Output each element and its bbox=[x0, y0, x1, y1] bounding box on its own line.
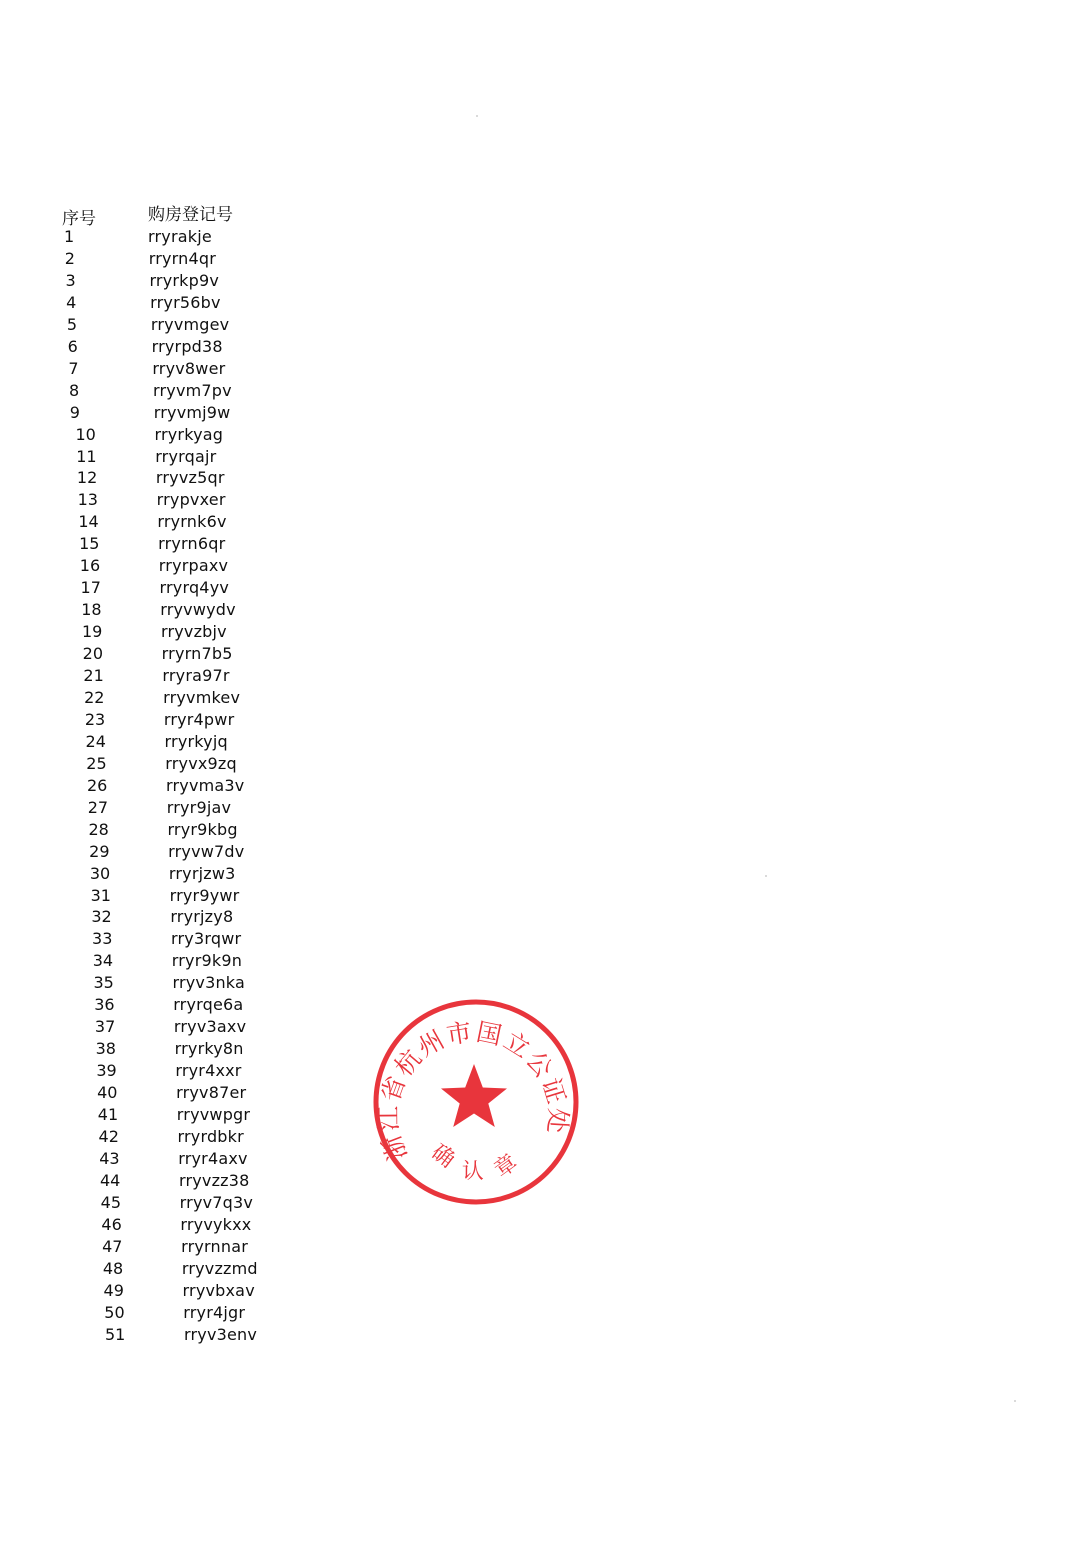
table-row bbox=[89, 1060, 329, 1082]
scan-speck bbox=[1014, 1400, 1016, 1402]
row-serial-number: 27 bbox=[87, 797, 109, 817]
row-serial-number: 49 bbox=[103, 1280, 124, 1300]
row-serial-number: 39 bbox=[96, 1061, 117, 1081]
table-row bbox=[90, 1082, 330, 1104]
row-registration-code: rryv3env bbox=[184, 1324, 258, 1344]
row-serial-number: 25 bbox=[86, 753, 107, 773]
row-serial-number: 32 bbox=[91, 907, 112, 927]
table-row bbox=[72, 533, 312, 555]
table-row bbox=[86, 950, 326, 972]
seal-arc-text: 浙江省杭州市国立公证处 bbox=[374, 1016, 573, 1165]
table-row bbox=[84, 885, 324, 907]
row-serial-number: 12 bbox=[76, 468, 98, 488]
table-row bbox=[91, 1104, 331, 1126]
row-registration-code: rryrpaxv bbox=[158, 556, 229, 576]
row-serial-number: 46 bbox=[101, 1214, 122, 1234]
row-serial-number: 18 bbox=[81, 600, 102, 620]
row-registration-code: rryr9ywr bbox=[169, 885, 240, 905]
row-registration-code: rryrqe6a bbox=[173, 995, 244, 1015]
row-registration-code: rryrjzy8 bbox=[170, 907, 234, 927]
table-row bbox=[95, 1236, 335, 1258]
row-serial-number: 29 bbox=[89, 841, 110, 861]
row-registration-code: rryvmgev bbox=[150, 314, 230, 334]
table-row bbox=[98, 1324, 338, 1346]
row-registration-code: rryr4xxr bbox=[175, 1061, 242, 1081]
row-serial-number: 3 bbox=[65, 270, 76, 290]
row-serial-number: 42 bbox=[98, 1126, 119, 1146]
row-serial-number: 34 bbox=[92, 951, 114, 971]
row-registration-code: rryr4jgr bbox=[183, 1302, 246, 1322]
table-row bbox=[76, 643, 316, 665]
table-row bbox=[66, 358, 306, 380]
row-serial-number: 8 bbox=[69, 380, 80, 400]
row-serial-number: 2 bbox=[64, 248, 75, 268]
row-registration-code: rryrjzw3 bbox=[168, 863, 236, 883]
header-serial-number: 序号 bbox=[62, 209, 96, 229]
table-row bbox=[94, 1192, 334, 1214]
row-registration-code: rryrkyag bbox=[154, 424, 224, 444]
table-row bbox=[74, 599, 314, 621]
row-serial-number: 5 bbox=[66, 314, 78, 334]
row-serial-number: 40 bbox=[97, 1083, 118, 1103]
row-registration-code: rryv87er bbox=[176, 1083, 247, 1103]
row-serial-number: 4 bbox=[66, 292, 77, 312]
row-registration-code: rryv3nka bbox=[172, 973, 245, 993]
table-row bbox=[74, 577, 314, 599]
row-registration-code: rryvz5qr bbox=[155, 468, 225, 488]
table-row bbox=[83, 863, 323, 885]
row-registration-code: rryvmj9w bbox=[153, 402, 231, 422]
row-serial-number: 36 bbox=[94, 995, 115, 1015]
row-registration-code: rryrkyjq bbox=[164, 731, 228, 751]
table-row bbox=[97, 1302, 337, 1324]
row-registration-code: rryv8wer bbox=[152, 358, 226, 378]
table-row bbox=[76, 665, 316, 687]
row-serial-number: 30 bbox=[89, 863, 111, 883]
table-row bbox=[87, 994, 327, 1016]
row-registration-code: rryvykxx bbox=[180, 1214, 252, 1234]
row-serial-number: 22 bbox=[84, 687, 105, 707]
official-seal bbox=[370, 996, 582, 1208]
table-row bbox=[85, 928, 325, 950]
table-row bbox=[89, 1038, 329, 1060]
row-serial-number: 50 bbox=[104, 1302, 125, 1322]
table-row bbox=[64, 292, 304, 314]
row-registration-code: rryrqajr bbox=[155, 446, 217, 466]
row-registration-code: rryv3axv bbox=[173, 1017, 247, 1037]
table-row bbox=[80, 775, 320, 797]
row-serial-number: 48 bbox=[102, 1258, 124, 1278]
row-serial-number: 26 bbox=[87, 775, 108, 795]
table-row bbox=[97, 1280, 337, 1302]
table-row bbox=[79, 731, 319, 753]
table-row bbox=[96, 1258, 336, 1280]
row-serial-number: 20 bbox=[82, 644, 104, 664]
row-registration-code: rryrky8n bbox=[174, 1039, 244, 1059]
row-registration-code: rryr4pwr bbox=[163, 709, 235, 729]
table-row bbox=[94, 1214, 334, 1236]
row-serial-number: 33 bbox=[92, 929, 113, 949]
row-registration-code: rryvzzmd bbox=[181, 1258, 258, 1278]
row-registration-code: rryr9jav bbox=[166, 797, 232, 817]
table-header bbox=[58, 198, 318, 228]
table-row bbox=[68, 424, 308, 446]
row-serial-number: 37 bbox=[94, 1017, 116, 1037]
scan-speck bbox=[476, 115, 478, 117]
table-row bbox=[69, 446, 309, 468]
row-registration-code: rryrkp9v bbox=[149, 270, 220, 290]
table-row bbox=[82, 841, 322, 863]
row-serial-number: 41 bbox=[97, 1105, 119, 1124]
scan-speck bbox=[765, 875, 767, 877]
row-registration-code: rry3rqwr bbox=[171, 929, 242, 949]
table-row bbox=[81, 819, 321, 841]
table-row bbox=[86, 972, 326, 994]
row-serial-number: 51 bbox=[105, 1324, 126, 1344]
row-registration-code: rryrn7b5 bbox=[161, 644, 233, 664]
row-serial-number: 23 bbox=[84, 709, 106, 729]
row-registration-code: rryv7q3v bbox=[179, 1192, 254, 1212]
table-row bbox=[62, 226, 302, 248]
seal-bottom-text: 确认章 bbox=[426, 1139, 536, 1185]
row-serial-number: 19 bbox=[81, 622, 103, 642]
row-registration-code: rryr9kbg bbox=[167, 819, 238, 839]
row-serial-number: 43 bbox=[99, 1148, 120, 1168]
row-registration-code: rryrakje bbox=[148, 227, 212, 246]
table-row bbox=[77, 687, 317, 709]
row-serial-number: 11 bbox=[76, 446, 97, 466]
row-serial-number: 45 bbox=[100, 1192, 122, 1212]
row-registration-code: rryr9k9n bbox=[171, 951, 243, 971]
row-serial-number: 28 bbox=[88, 819, 109, 839]
table-row bbox=[75, 621, 315, 643]
row-registration-code: rryvzz38 bbox=[178, 1170, 250, 1190]
row-registration-code: rryvzbjv bbox=[160, 622, 227, 642]
row-registration-code: rryr4axv bbox=[178, 1148, 248, 1168]
row-registration-code: rryrdbkr bbox=[177, 1126, 244, 1146]
table-row bbox=[81, 797, 321, 819]
row-registration-code: rryvma3v bbox=[166, 775, 245, 795]
row-serial-number: 7 bbox=[68, 358, 79, 378]
row-registration-code: rryvm7pv bbox=[153, 380, 232, 400]
table-row bbox=[73, 555, 313, 577]
table-row bbox=[93, 1170, 333, 1192]
table-row bbox=[71, 511, 311, 533]
row-registration-code: rryra97r bbox=[162, 666, 230, 685]
row-registration-code: rryvbxav bbox=[182, 1280, 255, 1300]
row-serial-number: 35 bbox=[93, 973, 114, 993]
row-registration-code: rryrq4yv bbox=[159, 578, 230, 598]
row-serial-number: 13 bbox=[77, 490, 98, 510]
row-serial-number: 14 bbox=[78, 512, 99, 532]
row-serial-number: 10 bbox=[75, 424, 96, 444]
table-row bbox=[63, 270, 303, 292]
seal-star-icon bbox=[441, 1064, 507, 1127]
table-row bbox=[70, 467, 310, 489]
row-registration-code: rryrn4qr bbox=[148, 248, 217, 268]
row-registration-code: rryvw7dv bbox=[168, 841, 245, 861]
row-serial-number: 38 bbox=[95, 1039, 116, 1059]
row-serial-number: 31 bbox=[90, 885, 111, 905]
table-row bbox=[65, 314, 305, 336]
row-registration-code: rryr56bv bbox=[150, 292, 221, 312]
table-row bbox=[71, 489, 311, 511]
row-serial-number: 17 bbox=[80, 578, 101, 598]
row-registration-code: rryvx9zq bbox=[165, 753, 237, 773]
table-row bbox=[63, 248, 303, 270]
row-serial-number: 15 bbox=[79, 534, 100, 554]
table-row bbox=[67, 380, 307, 402]
table-row bbox=[84, 906, 324, 928]
table-row bbox=[92, 1126, 332, 1148]
row-registration-code: rryvwpgr bbox=[176, 1105, 251, 1124]
header-registration-number: 购房登记号 bbox=[148, 205, 233, 225]
table-row bbox=[78, 709, 318, 731]
row-serial-number: 44 bbox=[99, 1170, 121, 1190]
table-row bbox=[88, 1016, 328, 1038]
row-registration-code: rryrpd38 bbox=[151, 336, 223, 356]
table-row bbox=[66, 336, 306, 358]
row-serial-number: 9 bbox=[69, 402, 80, 422]
table-row bbox=[68, 402, 308, 424]
row-registration-code: rryvmkev bbox=[163, 687, 241, 707]
row-serial-number: 24 bbox=[85, 731, 106, 751]
row-registration-code: rryrnnar bbox=[181, 1236, 249, 1256]
row-serial-number: 21 bbox=[83, 666, 104, 685]
row-serial-number: 1 bbox=[64, 227, 75, 246]
row-registration-code: rrypvxer bbox=[156, 490, 226, 510]
table-row bbox=[79, 753, 319, 775]
row-serial-number: 16 bbox=[79, 556, 101, 576]
row-serial-number: 6 bbox=[67, 336, 78, 356]
table-row bbox=[92, 1148, 332, 1170]
row-registration-code: rryvwydv bbox=[160, 600, 236, 620]
row-registration-code: rryrnk6v bbox=[157, 512, 227, 532]
row-registration-code: rryrn6qr bbox=[158, 534, 226, 554]
row-serial-number: 47 bbox=[102, 1236, 123, 1256]
